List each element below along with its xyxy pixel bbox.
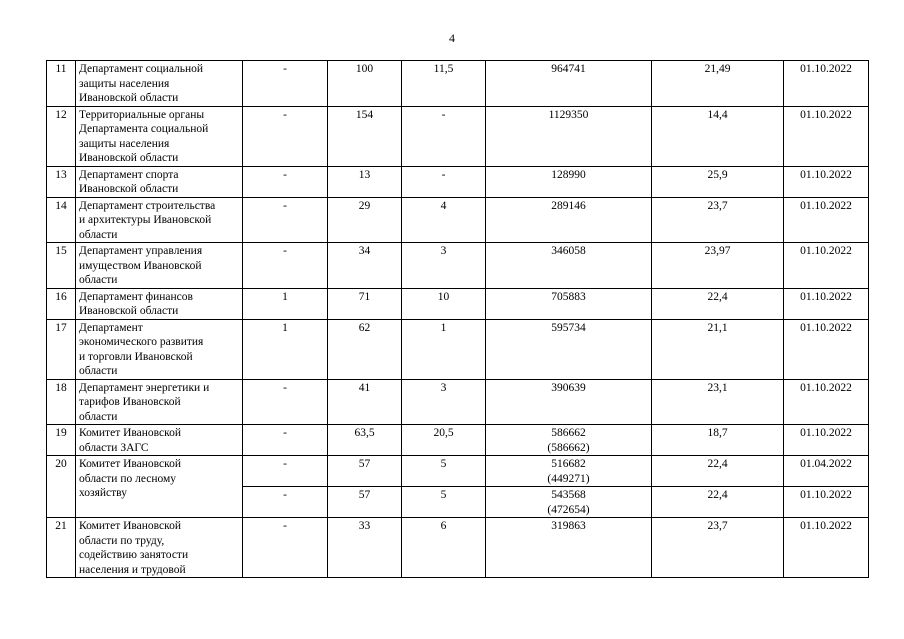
column-d-value: 516682 (551, 458, 586, 470)
organization-name-line: Комитет Ивановской (79, 520, 182, 532)
organization-name-line: содействию занятости (79, 549, 189, 561)
organization-name-line: хозяйству (79, 487, 127, 499)
organization-name-line: Департамент (79, 321, 143, 334)
column-d-value: 1129350 (548, 108, 589, 121)
organization-name-cell (76, 243, 243, 289)
date-cell: 01.10.2022 (784, 106, 869, 166)
organization-name-cell (76, 166, 243, 197)
column-a-cell: - (243, 106, 328, 166)
organization-name-line: Департамент спорта (79, 168, 179, 181)
table-row (47, 379, 869, 425)
column-d-value: 586662 (551, 427, 586, 439)
column-a-cell: 1 (243, 319, 328, 379)
row-number-cell: 14 (47, 197, 76, 243)
organization-name-cell (76, 106, 243, 166)
column-c-cell: 4 (402, 197, 486, 243)
organization-name-cell (76, 456, 243, 518)
column-d-cell (486, 243, 652, 289)
column-a-cell: - (243, 379, 328, 425)
organization-name-line: области (79, 228, 118, 241)
table-row (47, 197, 869, 243)
row-number-cell: 11 (47, 61, 76, 107)
organization-name-cell (76, 319, 243, 379)
row-number-cell: 17 (47, 319, 76, 379)
column-e-cell: 14,4 (652, 106, 784, 166)
column-c-cell: 20,5 (402, 425, 486, 456)
row-number-cell: 12 (47, 106, 76, 166)
column-e-cell: 23,1 (652, 379, 784, 425)
column-b-cell: 33 (328, 518, 402, 578)
column-e-cell: 25,9 (652, 166, 784, 197)
organization-name-cell (76, 288, 243, 319)
column-b-cell: 100 (328, 61, 402, 107)
row-number-cell: 13 (47, 166, 76, 197)
row-number-cell: 21 (47, 518, 76, 578)
column-e-cell: 22,4 (652, 456, 784, 487)
date-cell: 01.10.2022 (784, 288, 869, 319)
organization-name-line: области ЗАГС (79, 441, 149, 454)
column-d-cell (486, 487, 652, 518)
column-d-cell (486, 319, 652, 379)
organization-name-cell (76, 61, 243, 107)
organization-name-line: и архитектуры Ивановской (79, 214, 212, 226)
organization-name-line: Ивановской области (79, 92, 179, 104)
data-table (46, 60, 869, 578)
column-d-value: (449271) (547, 472, 590, 485)
organization-name-line: области по лесному (79, 472, 177, 485)
organization-name-line: населения и трудовой (79, 563, 186, 576)
organization-name-line: Департамент социальной (79, 63, 204, 75)
column-b-cell: 41 (328, 379, 402, 425)
column-d-cell (486, 106, 652, 166)
column-d-value: (472654) (547, 503, 590, 516)
column-c-cell: 5 (402, 487, 486, 518)
date-cell: 01.10.2022 (784, 425, 869, 456)
organization-name-line: и торговли Ивановской (79, 350, 193, 363)
column-a-cell: - (243, 456, 328, 487)
column-d-value: 128990 (551, 168, 586, 181)
organization-name-line: области по труду, (79, 534, 165, 547)
column-d-value: 289146 (551, 199, 586, 212)
organization-name-line: экономического развития (79, 336, 204, 348)
column-d-cell (486, 379, 652, 425)
table-body (47, 61, 869, 578)
organization-name-line: защиты населения (79, 137, 170, 150)
column-c-cell: 3 (402, 379, 486, 425)
table-row (47, 166, 869, 197)
column-b-cell: 57 (328, 456, 402, 487)
table-row (47, 319, 869, 379)
date-cell: 01.10.2022 (784, 61, 869, 107)
organization-name-line: Территориальные органы (79, 108, 205, 121)
column-c-cell: - (402, 106, 486, 166)
column-c-cell: 1 (402, 319, 486, 379)
column-b-cell: 62 (328, 319, 402, 379)
table-row (47, 456, 869, 487)
column-c-cell: - (402, 166, 486, 197)
column-e-cell: 23,7 (652, 197, 784, 243)
column-a-cell: - (243, 425, 328, 456)
column-d-cell (486, 456, 652, 487)
column-c-cell: 6 (402, 518, 486, 578)
column-d-cell (486, 197, 652, 243)
column-c-cell: 10 (402, 288, 486, 319)
table-row (47, 425, 869, 456)
table-row (47, 61, 869, 107)
organization-name-line: Департамент управления (79, 245, 203, 257)
organization-name-line: Департамент энергетики и (79, 381, 210, 394)
column-a-cell: - (243, 197, 328, 243)
row-number-cell: 15 (47, 243, 76, 289)
organization-name-cell (76, 197, 243, 243)
page-number: 4 (449, 31, 455, 45)
column-e-cell: 23,97 (652, 243, 784, 289)
organization-name-line: Комитет Ивановской (79, 458, 182, 470)
column-a-cell: - (243, 487, 328, 518)
column-d-value: (586662) (547, 441, 590, 454)
organization-name-line: Ивановской области (79, 305, 179, 317)
column-d-cell (486, 166, 652, 197)
organization-name-line: области (79, 365, 118, 377)
column-a-cell: - (243, 166, 328, 197)
column-d-value: 595734 (551, 321, 586, 334)
column-d-cell (486, 61, 652, 107)
organization-name-line: Департамент строительства (79, 199, 216, 212)
organization-name-cell (76, 425, 243, 456)
column-d-cell (486, 518, 652, 578)
column-b-cell: 29 (328, 197, 402, 243)
organization-name-cell (76, 379, 243, 425)
column-b-cell: 63,5 (328, 425, 402, 456)
column-c-cell: 3 (402, 243, 486, 289)
table-row (47, 518, 869, 578)
column-d-value: 705883 (551, 290, 586, 303)
organization-name-line: Департамента социальной (79, 123, 209, 135)
organization-name-line: Департамент финансов (79, 290, 193, 303)
organization-name-line: имуществом Ивановской (79, 259, 202, 272)
organization-name-line: Ивановской области (79, 152, 179, 164)
date-cell: 01.10.2022 (784, 319, 869, 379)
column-d-cell (486, 425, 652, 456)
column-b-cell: 13 (328, 166, 402, 197)
date-cell: 01.04.2022 (784, 456, 869, 487)
column-d-value: 964741 (551, 63, 586, 75)
column-e-cell: 18,7 (652, 425, 784, 456)
column-d-value: 346058 (551, 245, 586, 257)
table-row (47, 106, 869, 166)
column-a-cell: 1 (243, 288, 328, 319)
organization-name-line: защиты населения (79, 77, 170, 90)
column-a-cell: - (243, 243, 328, 289)
date-cell: 01.10.2022 (784, 518, 869, 578)
organization-name-line: Ивановской области (79, 183, 179, 195)
row-number-cell: 19 (47, 425, 76, 456)
column-a-cell: - (243, 61, 328, 107)
column-e-cell: 21,1 (652, 319, 784, 379)
table-row (47, 243, 869, 289)
organization-name-line: Комитет Ивановской (79, 427, 182, 439)
date-cell: 01.10.2022 (784, 197, 869, 243)
column-d-value: 390639 (551, 381, 586, 394)
column-b-cell: 71 (328, 288, 402, 319)
column-c-cell: 5 (402, 456, 486, 487)
column-e-cell: 22,4 (652, 288, 784, 319)
column-c-cell: 11,5 (402, 61, 486, 107)
organization-name-line: области (79, 410, 118, 423)
row-number-cell: 18 (47, 379, 76, 425)
column-d-cell (486, 288, 652, 319)
column-b-cell: 154 (328, 106, 402, 166)
organization-name-cell (76, 518, 243, 578)
organization-name-line: тарифов Ивановской (79, 396, 181, 408)
organization-name-line: области (79, 274, 118, 286)
date-cell: 01.10.2022 (784, 379, 869, 425)
column-d-value: 319863 (551, 520, 586, 532)
column-a-cell: - (243, 518, 328, 578)
column-d-value: 543568 (551, 489, 586, 501)
column-b-cell: 34 (328, 243, 402, 289)
row-number-cell: 20 (47, 456, 76, 518)
column-e-cell: 21,49 (652, 61, 784, 107)
date-cell: 01.10.2022 (784, 487, 869, 518)
row-number-cell: 16 (47, 288, 76, 319)
table-row (47, 288, 869, 319)
column-b-cell: 57 (328, 487, 402, 518)
column-e-cell: 22,4 (652, 487, 784, 518)
date-cell: 01.10.2022 (784, 166, 869, 197)
date-cell: 01.10.2022 (784, 243, 869, 289)
column-e-cell: 23,7 (652, 518, 784, 578)
